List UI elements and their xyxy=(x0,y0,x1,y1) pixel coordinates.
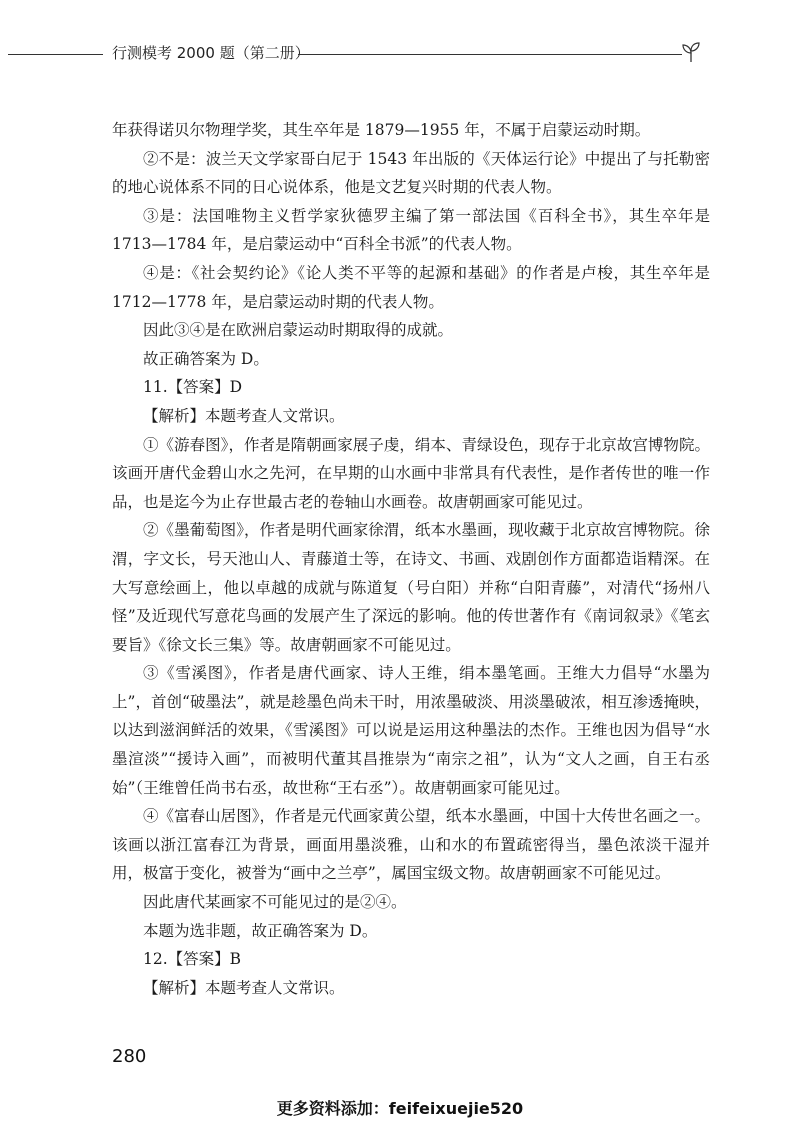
analysis-heading: 【解析】本题考查人文常识。 xyxy=(143,406,345,425)
paragraph: 因此③④是在欧洲启蒙运动时期取得的成就。 xyxy=(143,321,454,340)
paragraph: ①《游春图》，作者是隋朝画家展子虔，绢本、青绿设色，现存于北京故宫博物院。该画开唐代金碧山水之先河，在早期的山水画中非常具有代表性，是作者传世的唯一作品，也是迄今为止存世最古老的卷轴山水画卷。故唐朝画家可能见过。 xyxy=(112,435,710,511)
page-number: 280 xyxy=(112,1046,147,1067)
header-title: 行测模考 2000 题（第二册） xyxy=(112,44,310,62)
paragraph: ②不是：波兰天文学家哥白尼于 1543 年出版的《天体运行论》中提出了与托勒密的地心说体系不同的日心说体系，他是文艺复兴时期的代表人物。 xyxy=(112,149,710,197)
header-rule-left xyxy=(8,54,103,55)
paragraph: ④《富春山居图》，作者是元代画家黄公望，纸本水墨画，中国十大传世名画之一。该画以浙江富春江为背景，画面用墨淡雅，山和水的布置疏密得当，墨色浓淡干湿并用，极富于变化，被誉为“画中之兰亭”，属国宝级文物。故唐朝画家不可能见过。 xyxy=(112,807,710,883)
header-rule-right xyxy=(298,54,682,55)
analysis-heading: 【解析】本题考查人文常识。 xyxy=(143,978,345,997)
page-header xyxy=(0,40,800,70)
page-body xyxy=(112,116,710,1002)
answer-heading: 11.【答案】D xyxy=(143,378,243,397)
paragraph: 年获得诺贝尔物理学奖，其生卒年是 1879—1955 年，不属于启蒙运动时期。 xyxy=(112,121,651,139)
paragraph: 本题为选非题，故正确答案为 D。 xyxy=(143,921,378,940)
footer-note: 更多资料添加：feifeixuejie520 xyxy=(276,1099,524,1118)
paragraph: ②《墨葡萄图》，作者是明代画家徐渭，纸本水墨画，现收藏于北京故宫博物院。徐渭，字文长，号天池山人、青藤道士等，在诗文、书画、戏剧创作方面都造诣精深。在大写意绘画上，他以卓越的成就与陈道复（号白阳）并称“白阳青藤”，对清代“扬州八怪”及近现代写意花鸟画的发展产生了深远的影响。他的传世著作有《南词叙录》《笔玄要旨》《徐文长三集》等。故唐朝画家不可能见过。 xyxy=(112,521,710,654)
paragraph: 故正确答案为 D。 xyxy=(143,349,269,368)
answer-heading: 12.【答案】B xyxy=(143,950,242,969)
paragraph: 因此唐代某画家不可能见过的是②④。 xyxy=(143,893,407,912)
paragraph: ④是：《社会契约论》《论人类不平等的起源和基础》的作者是卢梭，其生卒年是 1712—1778 年，是启蒙运动时期的代表人物。 xyxy=(112,263,710,311)
sprout-icon xyxy=(680,40,702,64)
paragraph: ③《雪溪图》，作者是唐代画家、诗人王维，绢本墨笔画。王维大力倡导“水墨为上”，首创“破墨法”，就是趁墨色尚未干时，用浓墨破淡、用淡墨破浓，相互渗透掩映，以达到滋润鲜活的效果，《雪溪图》可以说是运用这种墨法的杰作。王维也因为倡导“水墨渲淡”“援诗入画”，而被明代董其昌推崇为“南宗之祖”，认为“文人之画，自王右丞始”（王维曾任尚书右丞，故世称“王右丞”）。故唐朝画家可能见过。 xyxy=(112,664,710,797)
paragraph: ③是：法国唯物主义哲学家狄德罗主编了第一部法国《百科全书》，其生卒年是 1713—1784 年，是启蒙运动中“百科全书派”的代表人物。 xyxy=(112,206,710,254)
